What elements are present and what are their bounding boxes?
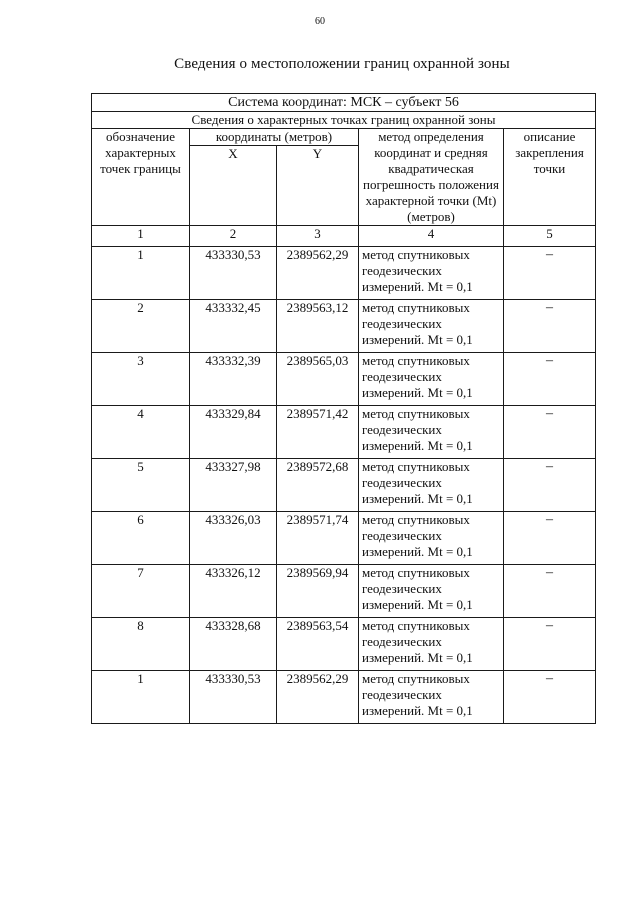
- coordinate-system-row: [92, 94, 596, 112]
- description-cell: –: [504, 353, 596, 406]
- header-description: описание закрепления точки: [504, 129, 596, 226]
- method-line: метод спутниковых: [362, 565, 470, 580]
- point-number-cell: 8: [92, 618, 190, 671]
- description-cell: –: [504, 565, 596, 618]
- table-subtitle-cell: Сведения о характерных точках границ охранной зоны: [92, 112, 596, 129]
- method-cell: [359, 512, 504, 565]
- point-number-cell: 1: [92, 247, 190, 300]
- method-cell: [359, 406, 504, 459]
- method-line: метод спутниковых: [362, 300, 470, 315]
- column-number: 1: [92, 226, 190, 247]
- method-line: геодезических: [362, 528, 442, 543]
- table-row: [92, 671, 596, 724]
- description-cell: –: [504, 300, 596, 353]
- column-number: 2: [190, 226, 277, 247]
- y-coordinate-cell: 2389571,74: [277, 512, 359, 565]
- x-coordinate-cell: 433328,68: [190, 618, 277, 671]
- description-cell: –: [504, 671, 596, 724]
- method-line: метод спутниковых: [362, 459, 470, 474]
- method-line: измерений. Mt = 0,1: [362, 491, 473, 506]
- method-line: геодезических: [362, 263, 442, 278]
- table-row: [92, 512, 596, 565]
- method-line: измерений. Mt = 0,1: [362, 279, 473, 294]
- header-row: [92, 129, 596, 146]
- method-line: метод спутниковых: [362, 353, 470, 368]
- y-coordinate-cell: 2389572,68: [277, 459, 359, 512]
- y-coordinate-cell: 2389563,54: [277, 618, 359, 671]
- point-number-cell: 6: [92, 512, 190, 565]
- x-coordinate-cell: 433327,98: [190, 459, 277, 512]
- description-cell: –: [504, 512, 596, 565]
- method-cell: [359, 565, 504, 618]
- method-cell: [359, 671, 504, 724]
- method-line: метод спутниковых: [362, 247, 470, 262]
- table-row: [92, 247, 596, 300]
- description-cell: –: [504, 247, 596, 300]
- column-number: 4: [359, 226, 504, 247]
- point-number-cell: 1: [92, 671, 190, 724]
- y-coordinate-cell: 2389569,94: [277, 565, 359, 618]
- method-line: метод спутниковых: [362, 618, 470, 633]
- table-row: [92, 353, 596, 406]
- table-subtitle-row: [92, 112, 596, 129]
- method-line: измерений. Mt = 0,1: [362, 597, 473, 612]
- header-method: метод определения координат и средняя квадратическая погрешность положения характерной точки (Mt) (метров): [359, 129, 504, 226]
- header-point-designation: обозначение характерных точек границы: [92, 129, 190, 226]
- header-coordinates: координаты (метров): [190, 129, 359, 146]
- header-x: X: [190, 146, 277, 226]
- method-line: измерений. Mt = 0,1: [362, 650, 473, 665]
- x-coordinate-cell: 433332,45: [190, 300, 277, 353]
- method-line: измерений. Mt = 0,1: [362, 544, 473, 559]
- method-line: измерений. Mt = 0,1: [362, 332, 473, 347]
- boundary-points-table: [91, 93, 596, 724]
- x-coordinate-cell: 433329,84: [190, 406, 277, 459]
- x-coordinate-cell: 433326,03: [190, 512, 277, 565]
- column-number: 5: [504, 226, 596, 247]
- method-line: измерений. Mt = 0,1: [362, 703, 473, 718]
- method-cell: [359, 459, 504, 512]
- table-row: [92, 300, 596, 353]
- method-line: геодезических: [362, 316, 442, 331]
- point-number-cell: 4: [92, 406, 190, 459]
- point-number-cell: 7: [92, 565, 190, 618]
- table-row: [92, 406, 596, 459]
- y-coordinate-cell: 2389565,03: [277, 353, 359, 406]
- method-line: геодезических: [362, 475, 442, 490]
- method-line: геодезических: [362, 687, 442, 702]
- description-cell: –: [504, 406, 596, 459]
- y-coordinate-cell: 2389563,12: [277, 300, 359, 353]
- document-title: Сведения о местоположении границ охранной зоны: [174, 56, 510, 72]
- y-coordinate-cell: 2389562,29: [277, 247, 359, 300]
- table-row: [92, 618, 596, 671]
- method-line: геодезических: [362, 422, 442, 437]
- table-row: [92, 459, 596, 512]
- point-number-cell: 2: [92, 300, 190, 353]
- method-cell: [359, 300, 504, 353]
- method-line: метод спутниковых: [362, 671, 470, 686]
- y-coordinate-cell: 2389571,42: [277, 406, 359, 459]
- x-coordinate-cell: 433330,53: [190, 247, 277, 300]
- method-line: геодезических: [362, 634, 442, 649]
- method-cell: [359, 618, 504, 671]
- method-line: метод спутниковых: [362, 406, 470, 421]
- table-row: [92, 565, 596, 618]
- column-number: 3: [277, 226, 359, 247]
- y-coordinate-cell: 2389562,29: [277, 671, 359, 724]
- coordinate-system-cell: Система координат: МСК – субъект 56: [92, 94, 596, 112]
- method-line: геодезических: [362, 369, 442, 384]
- method-line: измерений. Mt = 0,1: [362, 438, 473, 453]
- method-line: геодезических: [362, 581, 442, 596]
- description-cell: –: [504, 459, 596, 512]
- x-coordinate-cell: 433330,53: [190, 671, 277, 724]
- description-cell: –: [504, 618, 596, 671]
- header-y: Y: [277, 146, 359, 226]
- method-line: метод спутниковых: [362, 512, 470, 527]
- method-line: измерений. Mt = 0,1: [362, 385, 473, 400]
- page-number: 60: [315, 16, 325, 27]
- method-cell: [359, 353, 504, 406]
- x-coordinate-cell: 433326,12: [190, 565, 277, 618]
- column-number-row: [92, 226, 596, 247]
- point-number-cell: 5: [92, 459, 190, 512]
- point-number-cell: 3: [92, 353, 190, 406]
- x-coordinate-cell: 433332,39: [190, 353, 277, 406]
- method-cell: [359, 247, 504, 300]
